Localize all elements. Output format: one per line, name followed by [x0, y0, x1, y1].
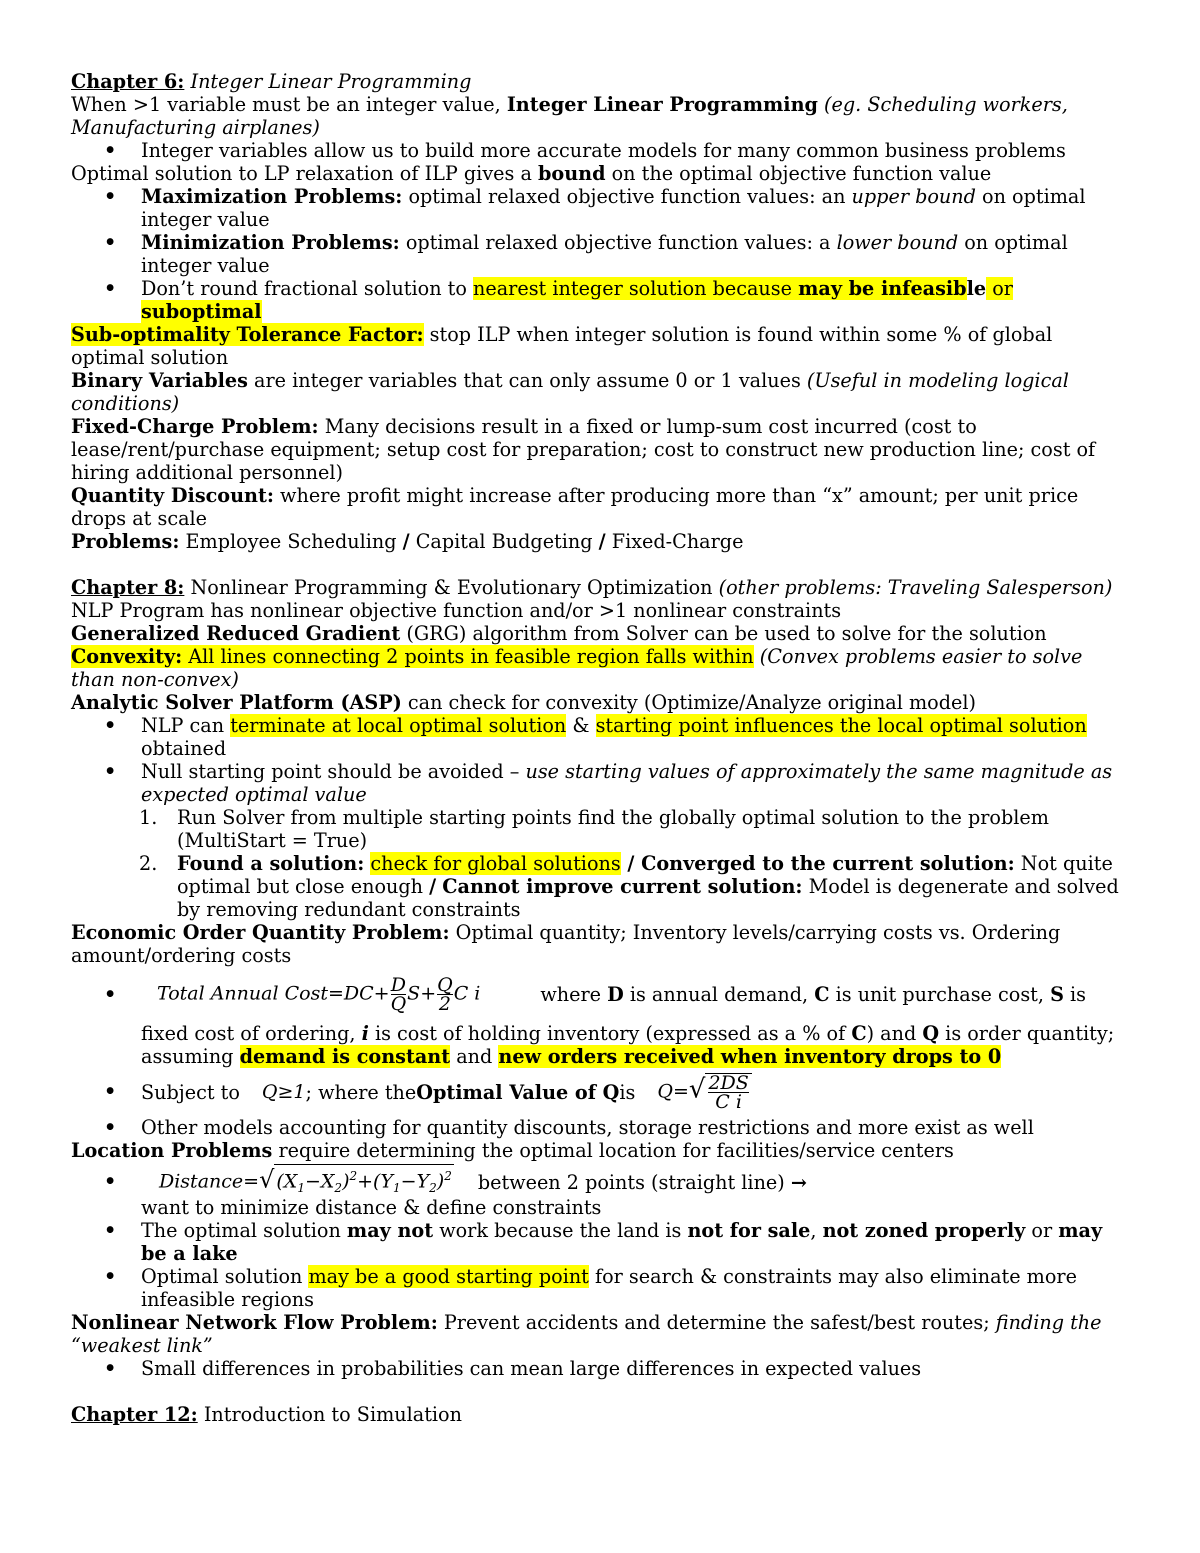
ch6-intro: When >1 variable must be an integer value, Integer Linear Programming (eg. Scheduling workers, Manufacturing airplanes) — [71, 93, 1068, 139]
ch8-nlp: NLP Program has nonlinear objective function and/or >1 nonlinear constraints — [71, 599, 842, 622]
arrow-right-icon: → — [790, 1170, 807, 1194]
ch8-asp: Analytic Solver Platform (ASP) can check for convexity (Optimize/Analyze original model) — [71, 691, 976, 714]
ch6-bullet-integer: • Integer variables allow us to build more accurate models for many common business problems — [104, 139, 1066, 162]
ch8-numbered-1: 1. Run Solver from multiple starting points find the globally optimal solution to the problem (MultiStart = True) — [139, 806, 1049, 852]
ch8-grg: Generalized Reduced Gradient (GRG) algorithm from Solver can be used to solve for the solution — [71, 622, 1047, 645]
ch8-optimal-q: • Subject to Q≥1 ; where the Optimal Value of Q is Q=√ $\frac{2DS}{\text{C i}}$ — [71, 1068, 1131, 1116]
ch6-bullet-min: • Minimization Problems: optimal relaxed objective function values: a lower bound on optimal integer value — [104, 231, 1068, 277]
ch8-eoq-formula: • Total Annual Cost=DC+ $\frac{D}{Q}$ S+ $\frac{Q}{2}$ C i where D is annual demand, C is unit purchase cost, S is — [104, 974, 1087, 1015]
bullet-icon: • — [104, 231, 117, 254]
bullet-icon: • — [104, 1219, 117, 1242]
ch8-eoq: Economic Order Quantity Problem: Optimal quantity; Inventory levels/carrying costs vs. Ordering amount/ordering costs — [71, 921, 1061, 967]
ch6-problems: Problems: Employee Scheduling / Capital Budgeting / Fixed-Charge — [71, 530, 744, 553]
bullet-icon: • — [104, 1265, 117, 1288]
ch6-bullet-round: • Don’t round fractional solution to nearest integer solution because may be infeasible or suboptimal — [104, 277, 1013, 323]
ch6-binary: Binary Variables are integer variables that can only assume 0 or 1 values (Useful in modeling logical conditions) — [71, 369, 1069, 415]
chapter-8-title: Chapter 8: Nonlinear Programming & Evolutionary Optimization (other problems: Traveling Salesperson) — [71, 576, 1113, 599]
ch8-distance-formula: • Distance=√ $(X_1-X_2)^2+(Y_1-Y_2)^2$ between 2 points (straight line) → — [71, 1162, 1131, 1202]
ch8-numbered-2: 2. Found a solution: check for global solutions / Converged to the current solution: Not quite optimal but close enough / Cannot improve current solution: Model is degenerate and solved by removing redundant constraints — [139, 852, 1119, 921]
ch8-bullet-land: • The optimal solution may not work because the land is not for sale, not zoned properly or may be a lake — [104, 1219, 1103, 1265]
chapter-12-title: Chapter 12: Introduction to Simulation — [71, 1403, 462, 1426]
ch8-bullet-probabilities: • Small differences in probabilities can mean large differences in expected values — [104, 1357, 922, 1380]
total-annual-cost-formula: Total Annual Cost=DC+ $\frac{D}{Q}$ S+ $\frac{Q}{2}$ C i — [157, 974, 481, 1015]
ch8-bullet-local: • NLP can terminate at local optimal solution & starting point influences the local optimal solution obtained — [104, 714, 1087, 760]
ch8-eoq-definition: fixed cost of ordering, i is cost of holding inventory (expressed as a % of C) and Q is order quantity; assuming demand is constant and new orders received when inventory drops to 0 — [141, 1022, 1115, 1068]
ch6-bullet-max: • Maximization Problems: optimal relaxed objective function values: an upper bound on optimal integer value — [104, 185, 1086, 231]
ch8-distance-cont: want to minimize distance & define constraints — [141, 1196, 602, 1219]
optimal-q-formula: Q=√ $\frac{2DS}{\text{C i}}$ — [657, 1073, 751, 1111]
ch6-quantity-discount: Quantity Discount: where profit might increase after producing more than “x” amount; per unit price drops at scale — [71, 484, 1079, 530]
bullet-icon: • — [104, 983, 117, 1006]
bullet-icon: • — [104, 760, 117, 783]
ch8-bullet-good-start: • Optimal solution may be a good starting point for search & constraints may also eliminate more infeasible regions — [104, 1265, 1077, 1311]
ch8-convexity: Convexity: All lines connecting 2 points in feasible region falls within (Convex problems easier to solve than non-convex) — [71, 645, 1083, 691]
bullet-icon: • — [104, 714, 117, 737]
bullet-icon: • — [104, 1080, 117, 1103]
ch6-relaxation: Optimal solution to LP relaxation of ILP gives a bound on the optimal objective function value — [71, 162, 992, 185]
ch8-location: Location Problems require determining the optimal location for facilities/service centers — [71, 1139, 954, 1162]
document-page — [71, 70, 1131, 1426]
ch8-bullet-null-start: • Null starting point should be avoided – use starting values of approximately the same magnitude as expected optimal value — [104, 760, 1113, 806]
chapter-6-title: Chapter 6: Integer Linear Programming — [71, 70, 472, 93]
ch8-network-flow: Nonlinear Network Flow Problem: Prevent accidents and determine the safest/best routes; finding the “weakest link” — [71, 1311, 1102, 1357]
bullet-icon: • — [104, 139, 117, 162]
ch6-fixed-charge: Fixed-Charge Problem: Many decisions result in a fixed or lump-sum cost incurred (cost to lease/rent/purchase equipment; setup cost for preparation; cost to construct new production line; cost of hiring additional personnel) — [71, 415, 1096, 484]
ch8-bullet-other-models: • Other models accounting for quantity discounts, storage restrictions and more exist as well — [104, 1116, 1034, 1139]
bullet-icon: • — [104, 1116, 117, 1139]
distance-formula: Distance=√ $(X_1-X_2)^2+(Y_1-Y_2)^2$ — [159, 1164, 454, 1200]
bullet-icon: • — [104, 1170, 117, 1193]
ch6-suboptimality: Sub-optimality Tolerance Factor: stop ILP when integer solution is found within some % of global optimal solution — [71, 323, 1053, 369]
bullet-icon: • — [104, 1357, 117, 1380]
bullet-icon: • — [104, 277, 117, 300]
bullet-icon: • — [104, 185, 117, 208]
